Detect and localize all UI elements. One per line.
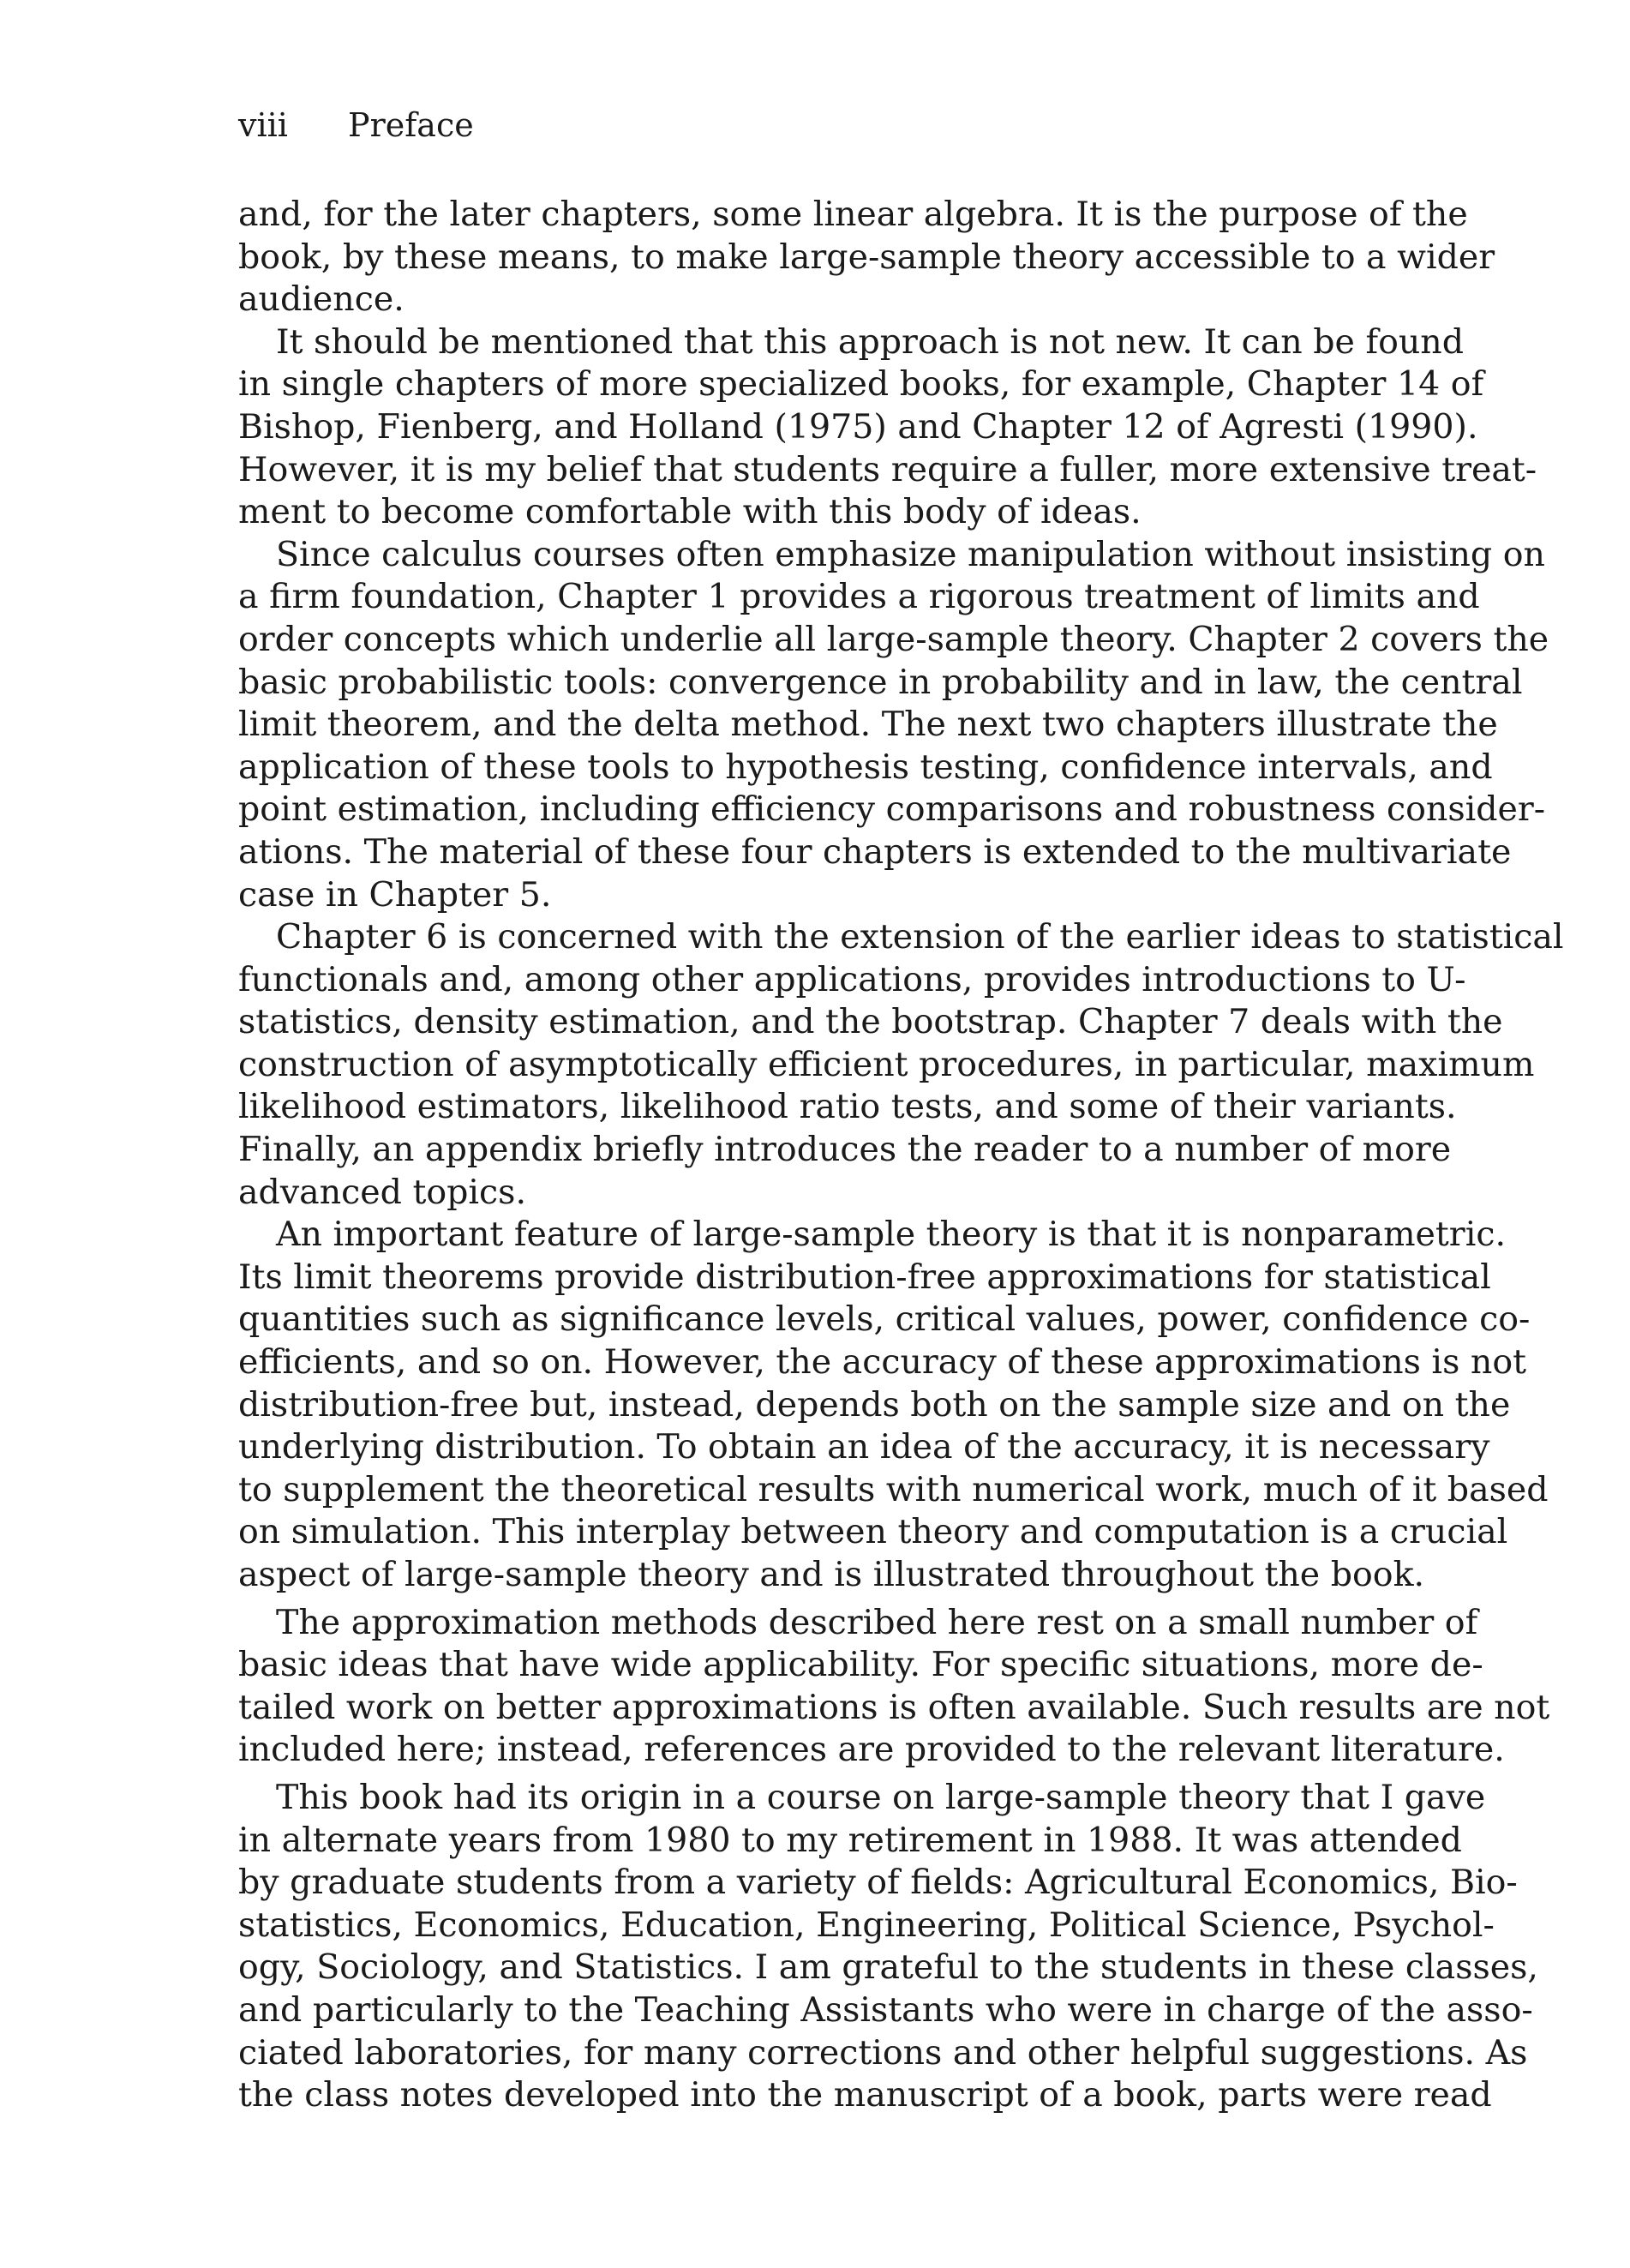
text-line: by graduate students from a variety of fields: Agricultural Economics, Bio-: [238, 1863, 1518, 1903]
text-line: and, for the later chapters, some linear algebra. It is the purpose of the: [238, 195, 1468, 234]
text-line: The approximation methods described here rest on a small number of: [276, 1602, 1478, 1642]
text-line: included here; instead, references are provided to the relevant literature.: [238, 1730, 1505, 1770]
text-line: Its limit theorems provide distribution-free approximations for statistical: [238, 1257, 1491, 1297]
text-line: order concepts which underlie all large-sample theory. Chapter 2 covers the: [238, 619, 1549, 659]
body-text: [238, 194, 1564, 2117]
text-line: limit theorem, and the delta method. The next two chapters illustrate the: [238, 705, 1498, 745]
text-line: tailed work on better approximations is often available. Such results are not: [238, 1687, 1550, 1727]
running-title: Preface: [348, 106, 474, 144]
text-line: construction of asymptotically efficient procedures, in particular, maximum: [238, 1044, 1535, 1084]
text-line: on simulation. This interplay between theory and computation is a crucial: [238, 1512, 1508, 1552]
text-line: However, it is my belief that students require a fuller, more extensive treat-: [238, 449, 1537, 489]
paragraph: [238, 194, 1495, 321]
text-line: statistics, Economics, Education, Engineering, Political Science, Psychol-: [238, 1905, 1495, 1945]
text-line: statistics, density estimation, and the bootstrap. Chapter 7 deals with the: [238, 1002, 1503, 1042]
text-line: efficients, and so on. However, the accuracy of these approximations is not: [238, 1342, 1526, 1383]
paragraph: [238, 1214, 1549, 1596]
text-line: underlying distribution. To obtain an idea of the accuracy, it is necessary: [238, 1427, 1490, 1467]
text-line: An important feature of large-sample theory is that it is nonparametric.: [276, 1215, 1506, 1255]
text-line: the class notes developed into the manuscript of a book, parts were read: [238, 2075, 1492, 2115]
text-line: Chapter 6 is concerned with the extension of the earlier ideas to statistical: [276, 917, 1564, 957]
text-line: likelihood estimators, likelihood ratio tests, and some of their variants.: [238, 1087, 1457, 1127]
text-line: Finally, an appendix briefly introduces the reader to a number of more: [238, 1130, 1452, 1170]
text-line: basic ideas that have wide applicability. For specific situations, more de-: [238, 1645, 1483, 1685]
paragraph: [238, 1602, 1550, 1772]
paragraph: [238, 916, 1564, 1214]
text-line: audience.: [238, 279, 405, 320]
text-line: distribution-free but, instead, depends both on the sample size and on the: [238, 1384, 1511, 1425]
paragraph: [238, 534, 1549, 916]
text-line: It should be mentioned that this approach is not new. It can be found: [276, 321, 1465, 362]
text-line: Since calculus courses often emphasize manipulation without insisting on: [276, 534, 1545, 574]
page-number: viii: [238, 106, 288, 144]
text-line: a firm foundation, Chapter 1 provides a rigorous treatment of limits and: [238, 577, 1480, 617]
text-line: ations. The material of these four chapters is extended to the multivariate: [238, 831, 1512, 872]
text-line: Bishop, Fienberg, and Holland (1975) and Chapter 12 of Agresti (1990).: [238, 406, 1478, 447]
text-line: ment to become comfortable with this body of ideas.: [238, 492, 1142, 532]
paragraph: [238, 321, 1537, 534]
text-line: functionals and, among other applications, provides introductions to U-: [238, 959, 1466, 999]
text-line: case in Chapter 5.: [238, 874, 552, 915]
text-line: advanced topics.: [238, 1172, 527, 1212]
text-line: application of these tools to hypothesis testing, confidence intervals, and: [238, 747, 1493, 787]
text-line: quantities such as significance levels, critical values, power, confidence co-: [238, 1299, 1531, 1340]
text-line: basic probabilistic tools: convergence in probability and in law, the central: [238, 662, 1523, 702]
text-line: in alternate years from 1980 to my retirement in 1988. It was attended: [238, 1820, 1462, 1860]
text-line: book, by these means, to make large-sample theory accessible to a wider: [238, 237, 1495, 277]
text-line: ciated laboratories, for many corrections and other helpful suggestions. As: [238, 2032, 1528, 2073]
text-line: in single chapters of more specialized books, for example, Chapter 14 of: [238, 364, 1484, 405]
text-line: to supplement the theoretical results with numerical work, much of it based: [238, 1469, 1549, 1509]
text-line: aspect of large-sample theory and is illustrated throughout the book.: [238, 1555, 1425, 1594]
text-line: and particularly to the Teaching Assistants who were in charge of the asso-: [238, 1989, 1533, 2030]
text-line: This book had its origin in a course on large-sample theory that I gave: [276, 1777, 1486, 1817]
text-line: point estimation, including efficiency comparisons and robustness consider-: [238, 789, 1546, 830]
paragraph: [238, 1777, 1538, 2117]
running-head: [238, 105, 474, 146]
text-line: ogy, Sociology, and Statistics. I am grateful to the students in these classes,: [238, 1947, 1538, 1988]
